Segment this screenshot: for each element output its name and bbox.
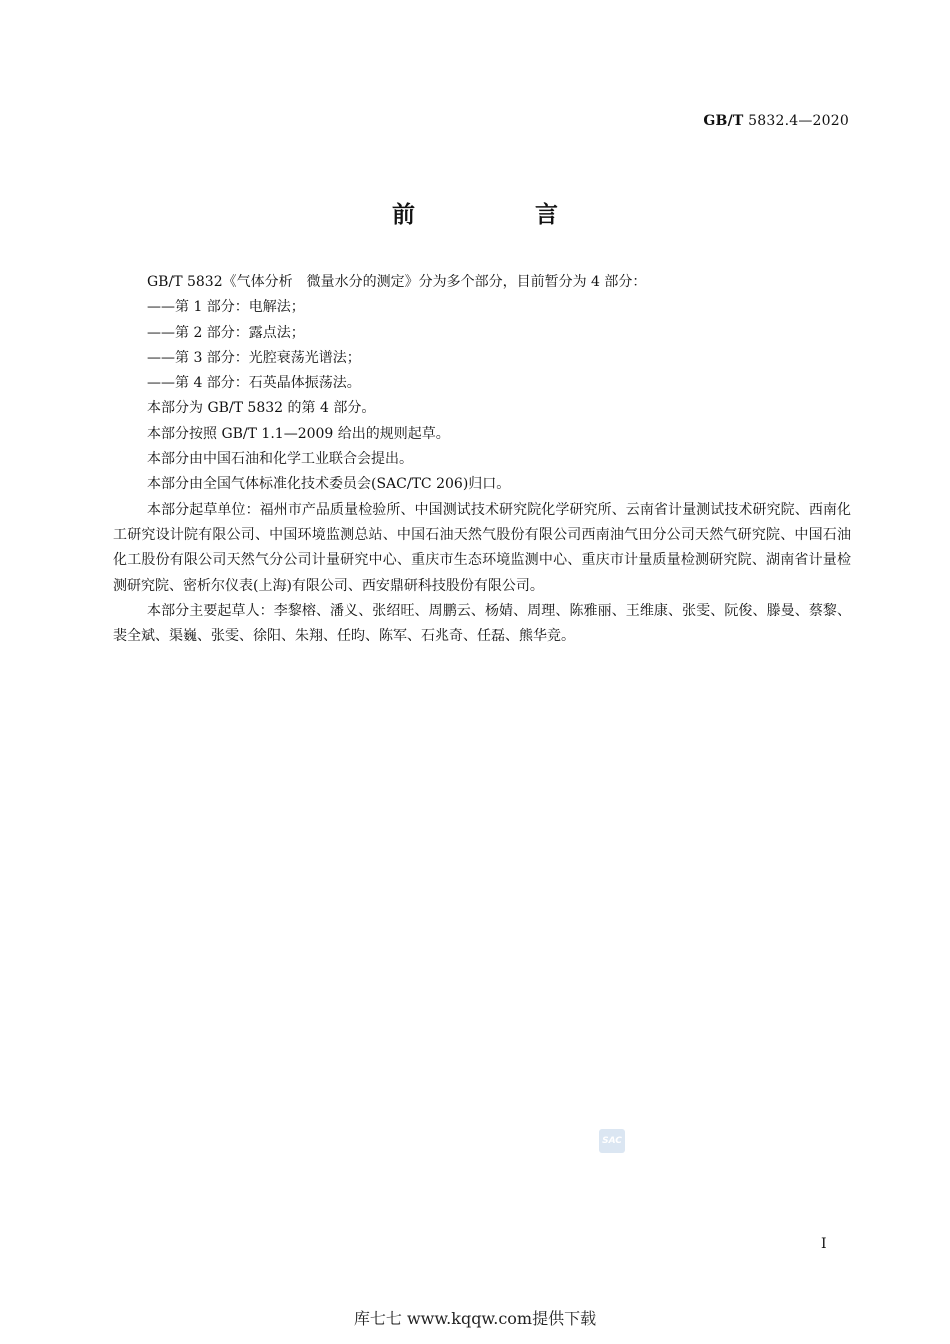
page-title: 前 言 [391,201,614,228]
page-number: I [821,1236,827,1252]
standard-code: GB/T [703,113,744,129]
list-item: ——第 4 部分：石英晶体振荡法。 [147,375,361,392]
sac-logo: SAC [599,1129,625,1153]
intro-paragraph: GB/T 5832《气体分析 微量水分的测定》分为多个部分，目前暂分为 4 部分： [147,274,647,290]
list-item: ——第 1 部分：电解法； [147,299,305,316]
drafting-units-paragraph: 本部分起草单位：福州市产品质量检验所、中国测试技术研究院化学研究所、云南省计量测试技术研究院、西南化工研究设计院有限公司、中国环境监测总站、中国石油天然气股份有限公司西南油气田分公司天然气研究院、中国石油化工股份有限公司天然气分公司计量研究中心、重庆市生态环境监测中心、重庆市计量质量检测研究院、湖南省计量检测研究院、密析尔仪表(上海)有限公司、西安鼎研科技股份有限公司。 [113,501,851,594]
download-footer: 库七七 www.kqqw.com提供下载 [353,1309,597,1328]
centralized-paragraph: 本部分由全国气体标准化技术委员会(SAC/TC 206)归口。 [147,476,511,493]
drafters-paragraph: 本部分主要起草人：李黎榕、潘义、张绍旺、周鹏云、杨婧、周理、陈雅丽、王维康、张雯、阮俊、滕曼、蔡黎、裴全斌、渠巍、张雯、徐阳、朱翔、任昀、陈军、石兆奇、任磊、熊华竞。 [113,602,851,645]
proposed-paragraph: 本部分由中国石油和化学工业联合会提出。 [147,451,413,468]
list-item: ——第 2 部分：露点法； [147,324,305,341]
list-item: ——第 3 部分：光腔衰荡光谱法； [147,349,361,366]
document-header [703,113,849,129]
foreword-body [113,270,851,649]
standard-number: 5832.4—2020 [748,113,849,129]
part-paragraph: 本部分为 GB/T 5832 的第 4 部分。 [147,400,376,417]
rules-paragraph: 本部分按照 GB/T 1.1—2009 给出的规则起草。 [147,425,450,442]
